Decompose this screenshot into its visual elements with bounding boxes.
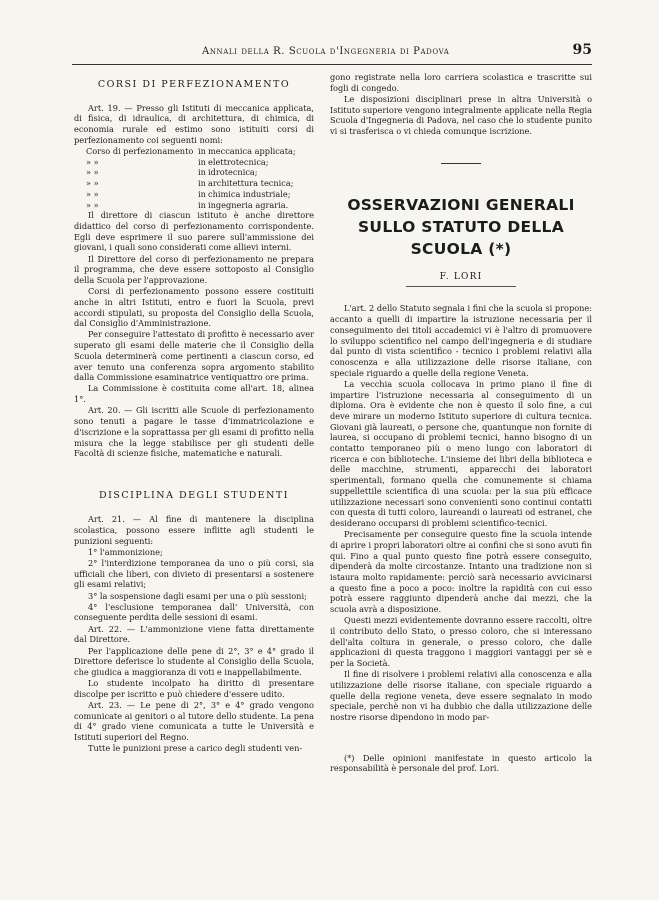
course-item: [86, 146, 314, 157]
paragraph: Lo studente incolpato ha diritto di presentare discolpe per iscritto e può chiedere d'essere udito.: [74, 678, 314, 699]
paragraph: Tutte le punizioni prese a carico degli studenti ven-: [88, 743, 303, 754]
page-number: 95: [572, 42, 592, 58]
article-paragraph: La vecchia scuola collocava in primo piano il fine di impartire l'istruzione necessaria al conseguimento di un diploma. Ora è evidente che non è questo il solo fine, a cui deve mirare un moderno Istituto superiore di cultura tecnica. Giovani già laureati, o persone che, quantunque non fornite di laurea, si occupano di problemi tecnici, hanno bisogno di un contatto temporaneo più o meno lungo con laboratori di ricerca e con biblioteche. L'insieme dei libri della biblioteca e delle macchine, strumenti, apparecchi dei laboratori sperimentali, formano quella che comunemente si chiama suppellettile scientifica di una scuola: per la sua più efficace utilizzazione necessari sono convenienti sono continui contatti con questa di tutti coloro, laureandi o laureati od estranei, che desiderano occuparsi di problemi scientifico-tecnici.: [330, 378, 592, 528]
art20-paragraph: Art. 20. — Gli iscritti alle Scuole di perfezionamento sono tenuti a pagare le tasse d'immatricolazione e d'iscrizione e la soprattassa per gli esami di profitto nella misura che la legge stabilisce per gli studenti delle Facoltà di scienze fisiche, matematiche e naturali.: [74, 405, 314, 459]
course-in: in: [198, 156, 206, 167]
article-title: [330, 194, 592, 260]
article-author: F. LORI: [439, 271, 483, 282]
punishment-item: 2° l'interdizione temporanea da uno o più corsi, sia ufficiali che liberi, con divieto di presentarsi a sostenere gli esami relativi;: [74, 557, 314, 590]
art23-paragraph: Art. 23. — Le pene di 2°, 3° e 4° grado vengono comunicate ai genitori o al tutore dello studente. La pena di 4° grado viene comunicata a tutte le Università e Istituti superiori del Regno.: [74, 700, 314, 743]
section-title-corsi: CORSI DI PERFEZIONAMENTO: [97, 79, 291, 90]
course-in: in: [198, 199, 206, 210]
course-name: ingegneria agraria.: [208, 199, 289, 210]
course-in: in: [198, 146, 206, 157]
section-title-disciplina: DISCIPLINA DEGLI STUDENTI: [98, 490, 290, 502]
continued-paragraph: gono registrate nella loro carriera scolastica e trascritte sui fogli di congedo.: [330, 72, 592, 93]
course-item: [86, 157, 314, 168]
paragraph: Le disposizioni disciplinari prese in altra Università o Istituto superiore vengono integralmente applicate nella Regia Scuola d'Ingegneria di Padova, nel caso che lo studente punito vi si trasferisca o vi chieda comunque iscrizione.: [330, 93, 592, 137]
article-title-line: OSSERVAZIONI GENERALI: [347, 195, 575, 214]
article-title-line: SULLO STATUTO DELLA SCUOLA (*): [357, 217, 565, 258]
course-prefix: » »: [86, 199, 99, 210]
course-item: [86, 178, 314, 189]
course-name: architettura tecnica;: [208, 178, 294, 189]
paragraph: Il direttore di ciascun istituto è anche direttore didattico del corso di perfezionamento corrispondente. Egli deve esprimere il suo parere sull'ammissione dei giovani, i quali sono considerati come allievi interni.: [74, 210, 314, 253]
page-header: [72, 38, 592, 65]
right-column: [330, 72, 592, 774]
punishment-item: 1° l'ammonizione;: [88, 546, 163, 557]
course-prefix: Corso di perfezionamento: [86, 146, 194, 157]
course-name: chimica industriale;: [208, 188, 291, 199]
course-prefix: » »: [86, 167, 99, 178]
section-divider: [441, 163, 481, 164]
course-name: meccanica applicata;: [208, 146, 296, 157]
course-name: elettrotecnica;: [208, 156, 269, 167]
article-paragraph: Questi mezzi evidentemente dovranno essere raccolti, oltre il contributo dello Stato, o presso coloro, che si interessano dell'alta coltura in generale, o presso coloro, che dalle applicazioni di questa traggono i maggiori vantaggi per sè e per la Società.: [330, 615, 592, 669]
course-in: in: [198, 167, 206, 178]
course-item: [86, 200, 314, 211]
paragraph: Per conseguire l'attestato di profitto è necessario aver superato gli esami delle materie che il Consiglio della Scuola determinerà come pertinenti a ciascun corso, ed aver tenuto una conferenza sopra argomento stabilito dalla Commissione esaminatrice ventiquattro ore prima.: [74, 329, 314, 383]
paragraph: Per l'applicazione delle pene di 2°, 3° e 4° grado il Direttore deferisce lo studente al Consiglio della Scuola, che giudica a maggioranza di voti e inappellabilmente.: [74, 645, 314, 677]
spacer: [74, 459, 314, 483]
art21-paragraph: Art. 21. — Al fine di mantenere la disciplina scolastica, possono essere inflitte agli studenti le punizioni seguenti:: [74, 514, 314, 546]
course-prefix: » »: [86, 178, 99, 189]
art22-paragraph: Art. 22. — L'ammonizione viene fatta direttamente dal Direttore.: [74, 623, 314, 645]
running-title: Annali della R. Scuola d'Ingegneria di Padova: [202, 46, 450, 57]
article-paragraph: L'art. 2 dello Statuto segnala i fini che la scuola si propone: accanto a quelli di impartire la istruzione necessaria per il conseguimento dei titoli accademici vi è l'altro di promuovere lo sviluppo scientifico nel campo dell'ingegneria e di studiare dal punto di vista scientifico - tecnico i problemi relativi alla conoscenza e alla utilizzazione delle risorse italiane, con speciale riguardo a quelle della regione Veneta.: [330, 303, 592, 378]
paragraph: Corsi di perfezionamento possono essere costituiti anche in altri Istituti, entro e fuori la Scuola, previ accordi stipulati, su proposta del Consiglio della Scuola, dal Consiglio d'Amministrazione.: [74, 286, 314, 329]
course-list: [86, 146, 314, 210]
footnote: (*) Delle opinioni manifestate in questo articolo la responsabilità è personale del prof. Lori.: [330, 752, 592, 774]
course-item: [86, 189, 314, 200]
paragraph: La Commissione è costituita come all'art. 18, alinea 1°.: [74, 383, 314, 405]
author-rule: [406, 286, 516, 287]
paragraph: Il Direttore del corso di perfezionamento ne prepara il programma, che deve essere sottoposto al Consiglio della Scuola per l'approvazione.: [74, 253, 314, 285]
article-paragraph: Precisamente per conseguire questo fine la scuola intende di aprire i propri laboratori oltre ai confini che si sono avuti fin qui. Fino a qual punto questo fine potrà essere conseguito, dipenderà da molte circostanze. Intanto una tradizione non si istaura molto rapidamente: perciò sarà necessario avvicinarsi a questo fine a poco a poco: inoltre la rapidità con cui esso potrà essere raggiunto dipenderà anche dai mezzi, che la scuola avrà a disposizione.: [330, 529, 592, 615]
course-in: in: [198, 178, 206, 189]
course-prefix: » »: [86, 188, 99, 199]
course-item: [86, 167, 314, 178]
left-column: [74, 72, 314, 755]
course-in: in: [198, 188, 206, 199]
course-prefix: » »: [86, 156, 99, 167]
punishment-item: 3° la sospensione dagli esami per una o più sessioni;: [88, 590, 307, 601]
art19-paragraph: Art. 19. — Presso gli Istituti di meccanica applicata, di fisica, di idraulica, di architettura, di chimica, di economia rurale ed estimo sono istituiti corsi di perfezionamento coi seguenti nomi:: [74, 102, 314, 145]
article-paragraph: Il fine di risolvere i problemi relativi alla conoscenza e alla utilizzazione delle risorse italiane, con speciale riguardo a quelle della regione veneta, deve essere segnalato in modo speciale, perchè non vi ha dubbio che dalla utilizzazione delle nostre risorse dipendono in modo par-: [330, 669, 592, 723]
course-name: idrotecnica;: [208, 167, 258, 178]
punishment-item: 4° l'esclusione temporanea dall' Università, con conseguente perdita delle sessioni di esami.: [74, 601, 314, 623]
